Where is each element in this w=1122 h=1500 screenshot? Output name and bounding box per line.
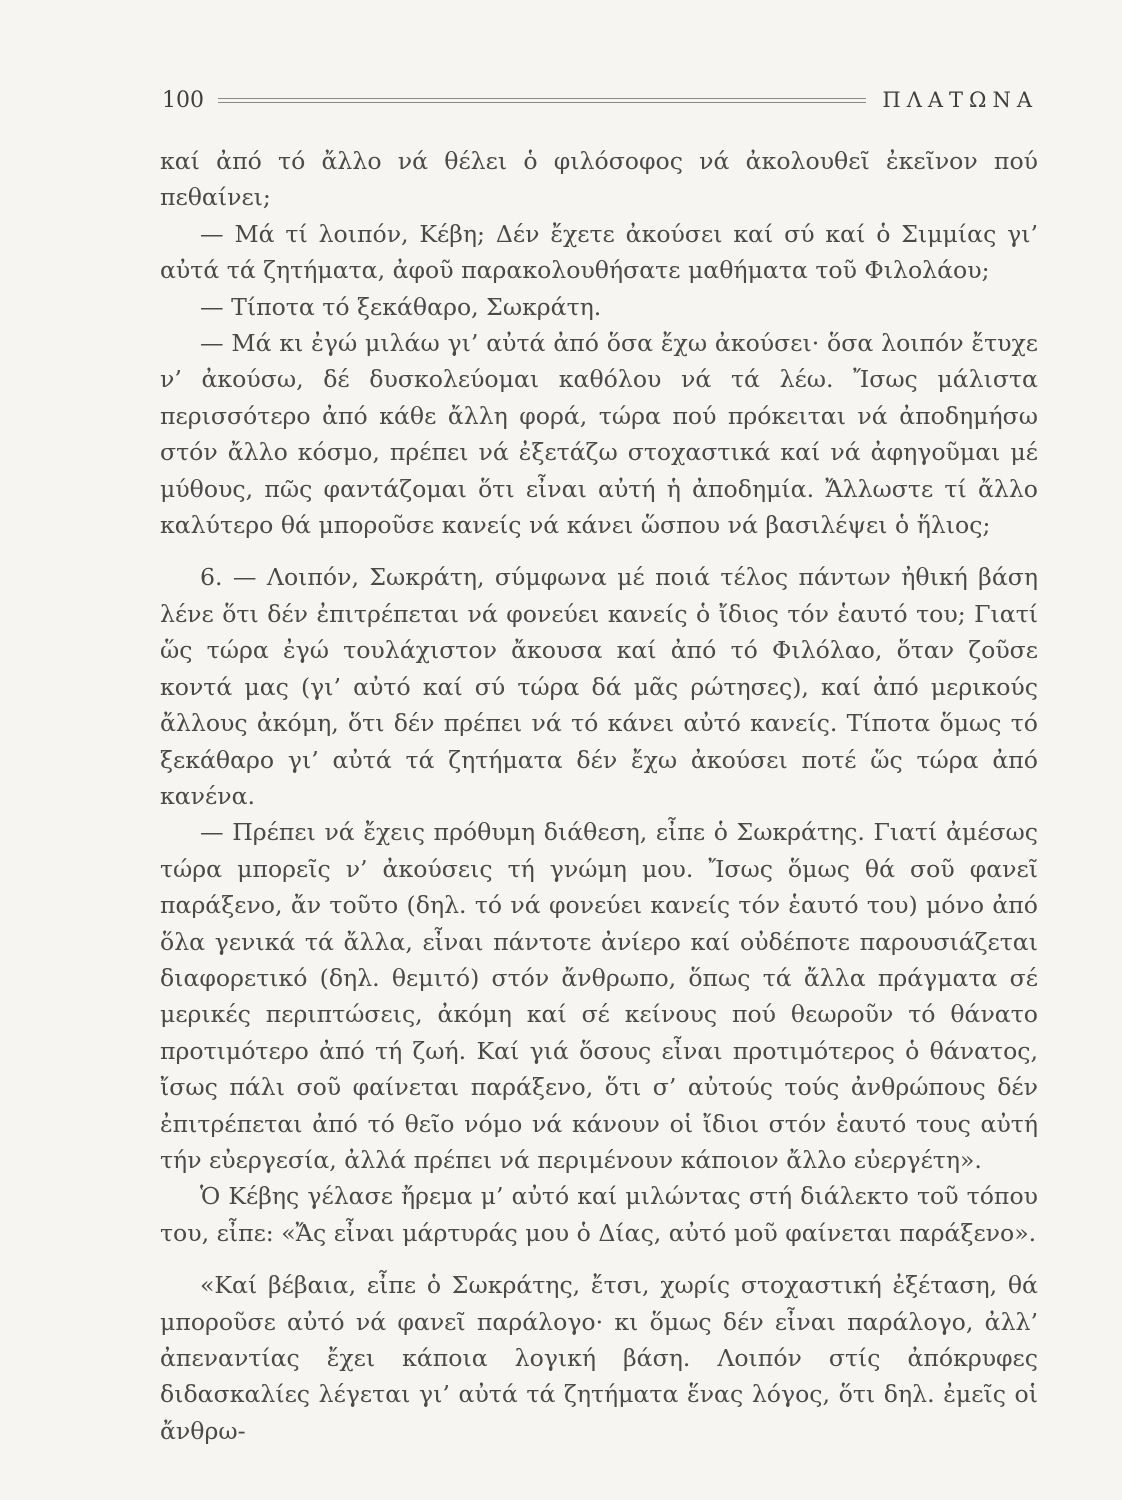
paragraph: — Μά κι ἐγώ μιλάω γι’ αὐτά ἀπό ὅσα ἔχω ἀκούσει· ὅσα λοιπόν ἔτυχε ν’ ἀκούσω, δέ δυσκολεύομαι καθόλου νά τά λέω. Ἴσως μάλιστα περισσότερο ἀπό κάθε ἄλλη φορά, τώρα πού πρόκειται νά ἀποδημήσω στόν ἄλλο κόσμο, πρέπει νά ἐξετάζω στοχαστικά καί νά ἀφηγοῦμαι μέ μύθους, πῶς φαντάζομαι ὅτι εἶναι αὐτή ἡ ἀποδημία. Ἄλλωστε τί ἄλλο καλύτερο θά μποροῦσε κανείς νά κάνει ὥσπου νά βασιλέψει ὁ ἥλιος; (160, 329, 1038, 540)
paragraph: 6. — Λοιπόν, Σωκράτη, σύμφωνα μέ ποιά τέλος πάντων ἠθική βάση λένε ὅτι δέν ἐπιτρέπεται νά φονεύει κανείς ὁ ἴδιος τόν ἑαυτό του; Γιατί ὥς τώρα ἐγώ τουλάχιστον ἄκουσα καί ἀπό τό Φιλόλαο, ὅταν ζοῦσε κοντά μας (γι’ αὐτό καί σύ τώρα δά μᾶς ρώτησες), καί ἀπό μερικούς ἄλλους ἀκόμη, ὅτι δέν πρέπει νά τό κάνει αὐτό κανείς. Τίποτα ὅμως τό ξεκάθαρο γι’ αὐτά τά ζητήματα δέν ἔχω ἀκούσει ποτέ ὥς τώρα ἀπό κανένα. (160, 563, 1038, 810)
paragraph: «Καί βέβαια, εἶπε ὁ Σωκράτης, ἔτσι, χωρίς στοχαστική ἐξέταση, θά μποροῦσε αὐτό νά φανεῖ παράλογο· κι ὅμως δέν εἶναι παράλογο, ἀλλ’ ἀπεναντίας ἔχει κάποια λογική βάση. Λοιπόν στίς ἀπόκρυφες διδασκαλίες λέγεται γι’ αὐτά τά ζητήματα ἕνας λόγος, ὅτι δηλ. ἐμεῖς οἱ ἄνθρω- (160, 1271, 1038, 1445)
paragraph: — Μά τί λοιπόν, Κέβη; Δέν ἔχετε ἀκούσει καί σύ καί ὁ Σιμμίας γι’ αὐτά τά ζητήματα, ἀφοῦ παρακολουθήσατε μαθήματα τοῦ Φιλολάου; (160, 219, 1038, 285)
page-header (162, 84, 1038, 116)
running-title: ΠΛΑΤΩΝΑ (882, 88, 1038, 112)
paragraph: — Πρέπει νά ἔχεις πρόθυμη διάθεση, εἶπε ὁ Σωκράτης. Γιατί ἀμέσως τώρα μπορεῖς ν’ ἀκούσεις τή γνώμη μου. Ἴσως ὅμως θά σοῦ φανεῖ παράξενο, ἄν τοῦτο (δηλ. τό νά φονεύει κανείς τόν ἑαυτό του) μόνο ἀπό ὅλα γενικά τά ἄλλα, εἶναι πάντοτε ἀνίερο καί οὐδέποτε παρουσιάζεται διαφορετικό (δηλ. θεμιτό) στόν ἄνθρωπο, ὅπως τά ἄλλα πράγματα σέ μερικές περιπτώσεις, ἀκόμη καί σέ κείνους πού θεωροῦν τό θάνατο προτιμότερο ἀπό τή ζωή. Καί γιά ὅσους εἶναι προτιμότερος ὁ θάνατος, ἴσως πάλι σοῦ φαίνεται παράξενο, ὅτι σ’ αὐτούς τούς ἀνθρώπους δέν ἐπιτρέπεται ἀπό τό θεῖο νόμο νά κάνουν οἱ ἴδιοι στόν ἑαυτό τους αὐτή τήν εὐεργεσία, ἀλλά πρέπει νά περιμένουν κάποιον ἄλλο εὐεργέτη». (160, 818, 1038, 1174)
page-number: 100 (162, 87, 204, 113)
paragraph: καί ἀπό τό ἄλλο νά θέλει ὁ φιλόσοφος νά ἀκολουθεῖ ἐκεῖνον πού πεθαίνει; (160, 147, 1038, 212)
paragraph: Ὁ Κέβης γέλασε ἤρεμα μ’ αὐτό καί μιλώντας στή διάλεκτο τοῦ τόπου του, εἶπε: «Ἄς εἶναι μάρτυράς μου ὁ Δίας, αὐτό μοῦ φαίνεται παράξενο». (160, 1182, 1038, 1247)
header-rule (218, 98, 866, 103)
body-text (160, 143, 1038, 1449)
paragraph: — Τίποτα τό ξεκάθαρο, Σωκράτη. (200, 292, 602, 321)
